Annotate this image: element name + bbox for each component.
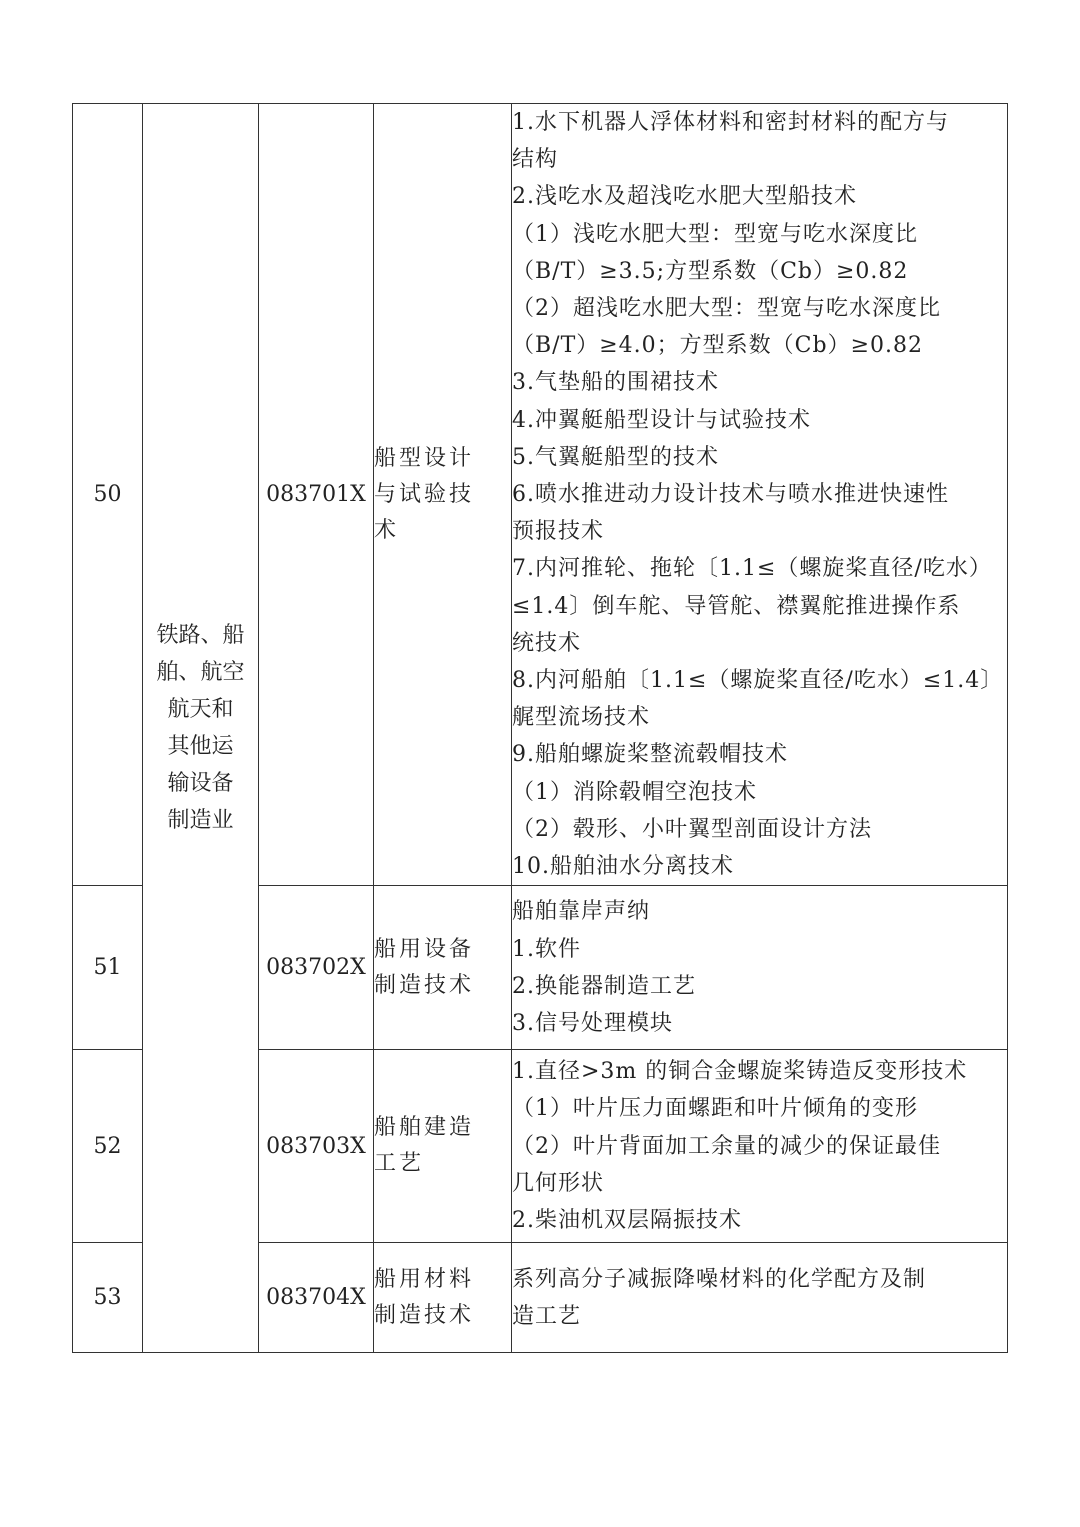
- technology-content: [512, 104, 1008, 886]
- content-line: 结构: [512, 147, 559, 173]
- name-line: 船舶建造: [374, 1115, 475, 1141]
- item-code: 083703X: [259, 1050, 374, 1243]
- content-line: 9.船舶螺旋桨整流毂帽技术: [512, 742, 788, 768]
- content-line: 造工艺: [512, 1303, 582, 1329]
- name-line: 船用材料: [374, 1266, 475, 1292]
- content-line: （B/T）≥3.5;方型系数（Cb）≥0.82: [512, 258, 909, 284]
- catalog-table: [72, 103, 1008, 1353]
- content-line: （2）毂形、小叶翼型剖面设计方法: [512, 816, 872, 842]
- name-line: 工艺: [374, 1151, 425, 1177]
- content-line: （1）叶片压力面螺距和叶片倾角的变形: [512, 1096, 918, 1122]
- technology-content: [512, 1050, 1008, 1243]
- technology-content: [512, 886, 1008, 1050]
- category-line: 输设备: [167, 771, 234, 797]
- row-number: 51: [73, 886, 143, 1050]
- content-line: 7.内河推轮、拖轮〔1.1≤（螺旋桨直径/吃水）: [512, 556, 992, 582]
- name-line: 术: [374, 517, 400, 543]
- content-line: 预报技术: [512, 519, 605, 545]
- item-code: 083704X: [259, 1243, 374, 1353]
- name-line: 船型设计: [374, 445, 475, 471]
- content-line: 3.信号处理模块: [512, 1010, 673, 1036]
- content-line: 10.船舶油水分离技术: [512, 854, 734, 880]
- category-line: 其他运: [167, 734, 234, 760]
- content-line: 船舶靠岸声纳: [512, 899, 651, 925]
- content-line: 3.气垫船的围裙技术: [512, 370, 719, 396]
- category-line: 铁路、船: [156, 623, 245, 649]
- content-line: （2）超浅吃水肥大型：型宽与吃水深度比: [512, 296, 941, 322]
- name-line: 船用设备: [374, 936, 475, 962]
- industry-category: [143, 104, 259, 1353]
- content-line: 8.内河船舶〔1.1≤（螺旋桨直径/吃水）≤1.4〕: [512, 668, 1004, 694]
- content-line: 5.气翼艇船型的技术: [512, 444, 719, 470]
- technology-name: [374, 104, 512, 886]
- content-line: （1）浅吃水肥大型：型宽与吃水深度比: [512, 221, 918, 247]
- content-line: 艉型流场技术: [512, 705, 651, 731]
- content-line: 2.换能器制造工艺: [512, 973, 696, 999]
- content-line: 系列高分子减振降噪材料的化学配方及制: [512, 1266, 927, 1292]
- content-line: （1）消除毂帽空泡技术: [512, 779, 757, 805]
- item-code: 083701X: [259, 104, 374, 886]
- technology-name: [374, 1050, 512, 1243]
- content-line: 1.水下机器人浮体材料和密封材料的配方与: [512, 110, 949, 135]
- content-line: ≤1.4〕倒车舵、导管舵、襟翼舵推进操作系: [512, 593, 961, 619]
- category-line: 舶、航空: [156, 660, 245, 686]
- content-line: 4.冲翼艇船型设计与试验技术: [512, 407, 811, 433]
- row-number: 50: [73, 104, 143, 886]
- table-row: [73, 104, 1008, 886]
- item-code: 083702X: [259, 886, 374, 1050]
- content-line: （2）叶片背面加工余量的减少的保证最佳: [512, 1133, 941, 1159]
- content-line: （B/T）≥4.0；方型系数（Cb）≥0.82: [512, 333, 924, 359]
- row-number: 53: [73, 1243, 143, 1353]
- category-line: 制造业: [167, 808, 234, 834]
- content-line: 统技术: [512, 630, 582, 656]
- content-line: 1.直径>3m 的铜合金螺旋桨铸造反变形技术: [512, 1059, 968, 1085]
- technology-name: [374, 1243, 512, 1353]
- content-line: 几何形状: [512, 1170, 605, 1196]
- name-line: 制造技术: [374, 972, 475, 998]
- name-line: 制造技术: [374, 1302, 475, 1328]
- row-number: 52: [73, 1050, 143, 1243]
- content-line: 6.喷水推进动力设计技术与喷水推进快速性: [512, 482, 949, 508]
- category-line: 航天和: [167, 697, 234, 723]
- technology-content: [512, 1243, 1008, 1353]
- content-line: 1.软件: [512, 936, 581, 962]
- content-line: 2.浅吃水及超浅吃水肥大型船技术: [512, 184, 857, 210]
- technology-name: [374, 886, 512, 1050]
- content-line: 2.柴油机双层隔振技术: [512, 1208, 742, 1234]
- name-line: 与试验技: [374, 481, 475, 507]
